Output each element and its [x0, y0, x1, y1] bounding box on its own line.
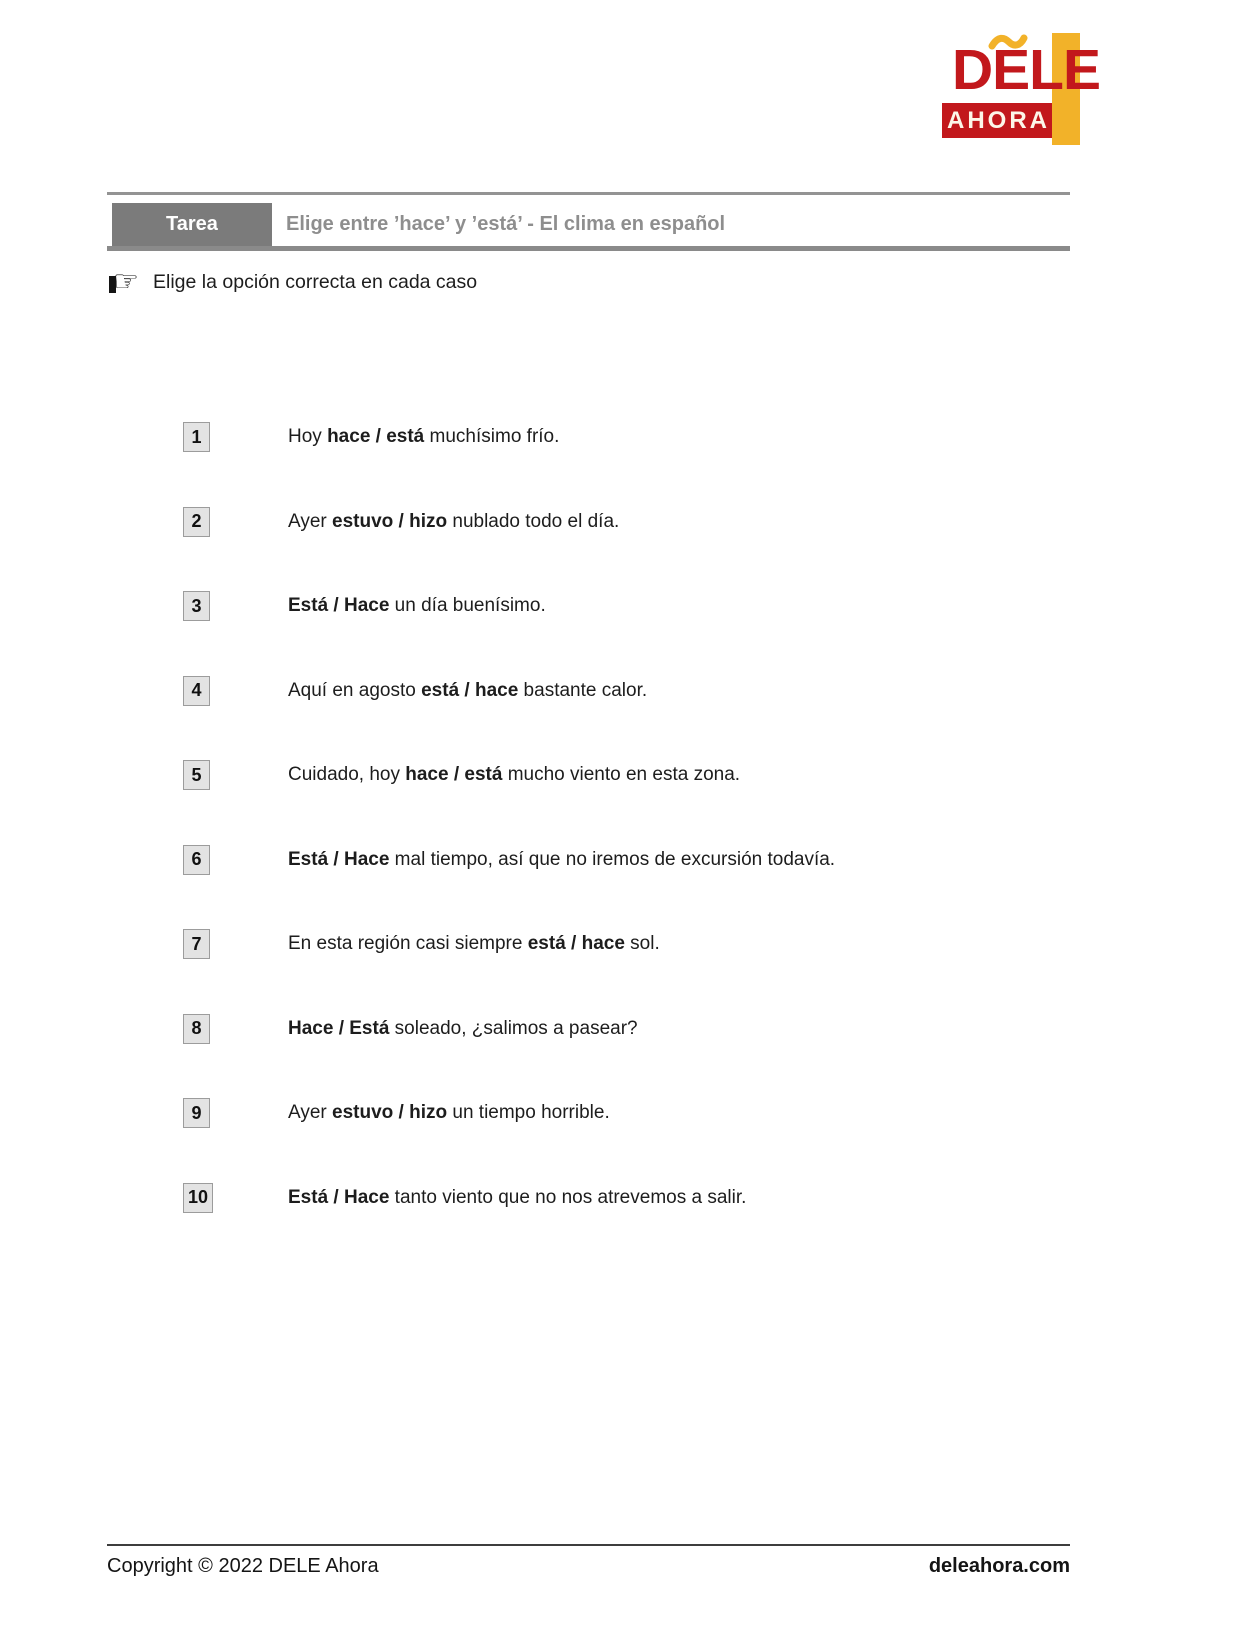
sentence-post: sol.	[624, 933, 660, 955]
page-title: Elige entre ’hace’ y ’está’ - El clima en español	[286, 213, 726, 235]
exercise-row	[183, 1071, 1103, 1156]
instruction-text: Elige la opción correcta en cada caso	[153, 271, 478, 293]
logo-subtitle-plate	[942, 103, 1059, 138]
sentence-post: tanto viento que no nos atrevemos a salir.	[389, 1186, 747, 1208]
sentence-choice: hace / está	[327, 426, 425, 448]
item-number: 8	[183, 1014, 210, 1044]
exercise-sentence	[288, 1186, 746, 1210]
task-tab-label: Tarea	[166, 213, 218, 235]
exercise-row	[183, 987, 1103, 1072]
sentence-choice: Está / Hace	[288, 1186, 390, 1208]
instruction-line	[109, 268, 477, 297]
item-number: 5	[183, 760, 210, 790]
sentence-pre: Aquí en agosto	[288, 679, 422, 701]
item-number-slot	[183, 591, 288, 621]
sentence-choice: hace / está	[405, 764, 503, 786]
sentence-post: mal tiempo, así que no iremos de excursión todavía.	[389, 848, 836, 870]
sentence-post: soleado, ¿salimos a pasear?	[389, 1017, 638, 1039]
sentence-pre: Ayer	[288, 1102, 333, 1124]
exercise-sentence	[288, 1101, 610, 1125]
sentence-post: mucho viento en esta zona.	[502, 764, 741, 786]
site-link[interactable]: deleahora.com	[928, 1555, 1070, 1577]
exercise-row	[183, 733, 1103, 818]
item-number-slot	[183, 929, 288, 959]
item-number-slot	[183, 1098, 288, 1128]
item-number: 9	[183, 1098, 210, 1128]
exercise-row	[183, 818, 1103, 903]
sentence-choice: estuvo / hizo	[332, 1102, 448, 1124]
sentence-pre: Cuidado, hoy	[288, 764, 406, 786]
item-number-slot	[183, 1014, 288, 1044]
item-number-slot	[183, 676, 288, 706]
exercise-row	[183, 480, 1103, 565]
exercise-row	[183, 649, 1103, 734]
sentence-post: nublado todo el día.	[447, 510, 620, 532]
item-number: 1	[183, 422, 210, 452]
sentence-choice: está / hace	[421, 679, 519, 701]
sentence-post: un día buenísimo.	[389, 595, 546, 617]
item-number: 10	[183, 1183, 213, 1213]
exercise-list	[183, 395, 1103, 1240]
sentence-choice: está / hace	[527, 933, 625, 955]
item-number-slot	[183, 1183, 288, 1213]
exercise-row	[183, 395, 1103, 480]
item-number-slot	[183, 422, 288, 452]
logo-wordmark: DELE	[952, 38, 1101, 102]
sentence-pre: En esta región casi siempre	[288, 933, 528, 955]
exercise-row	[183, 1156, 1103, 1241]
sentence-pre: Hoy	[288, 426, 328, 448]
exercise-sentence	[288, 425, 559, 449]
sentence-post: un tiempo horrible.	[447, 1102, 610, 1124]
item-number: 2	[183, 507, 210, 537]
sentence-choice: Está / Hace	[288, 595, 390, 617]
header-rule	[107, 246, 1070, 251]
exercise-sentence	[288, 848, 835, 872]
dele-ahora-logo	[942, 33, 1101, 145]
task-title-area	[272, 203, 1070, 246]
item-number-slot	[183, 760, 288, 790]
exercise-row	[183, 902, 1103, 987]
copyright-text: Copyright © 2022 DELE Ahora	[107, 1555, 379, 1577]
exercise-sentence	[288, 1017, 638, 1041]
exercise-sentence	[288, 594, 546, 618]
item-number: 7	[183, 929, 210, 959]
item-number-slot	[183, 507, 288, 537]
item-number: 6	[183, 845, 210, 875]
item-number: 3	[183, 591, 210, 621]
sentence-choice: Hace / Está	[288, 1017, 390, 1039]
logo-subtitle: AHORA	[947, 106, 1050, 134]
sentence-pre: Ayer	[288, 510, 333, 532]
item-number: 4	[183, 676, 210, 706]
exercise-sentence	[288, 510, 619, 534]
page-footer	[107, 1544, 1070, 1578]
task-header	[107, 192, 1070, 251]
exercise-row	[183, 564, 1103, 649]
task-tab	[112, 203, 272, 246]
pointing-hand-icon: ☞	[109, 268, 139, 297]
sentence-post: bastante calor.	[518, 679, 648, 701]
exercise-sentence	[288, 679, 647, 703]
sentence-choice: Está / Hace	[288, 848, 390, 870]
sentence-post: muchísimo frío.	[424, 426, 560, 448]
item-number-slot	[183, 845, 288, 875]
exercise-sentence	[288, 932, 660, 956]
sentence-choice: estuvo / hizo	[332, 510, 448, 532]
exercise-sentence	[288, 763, 740, 787]
